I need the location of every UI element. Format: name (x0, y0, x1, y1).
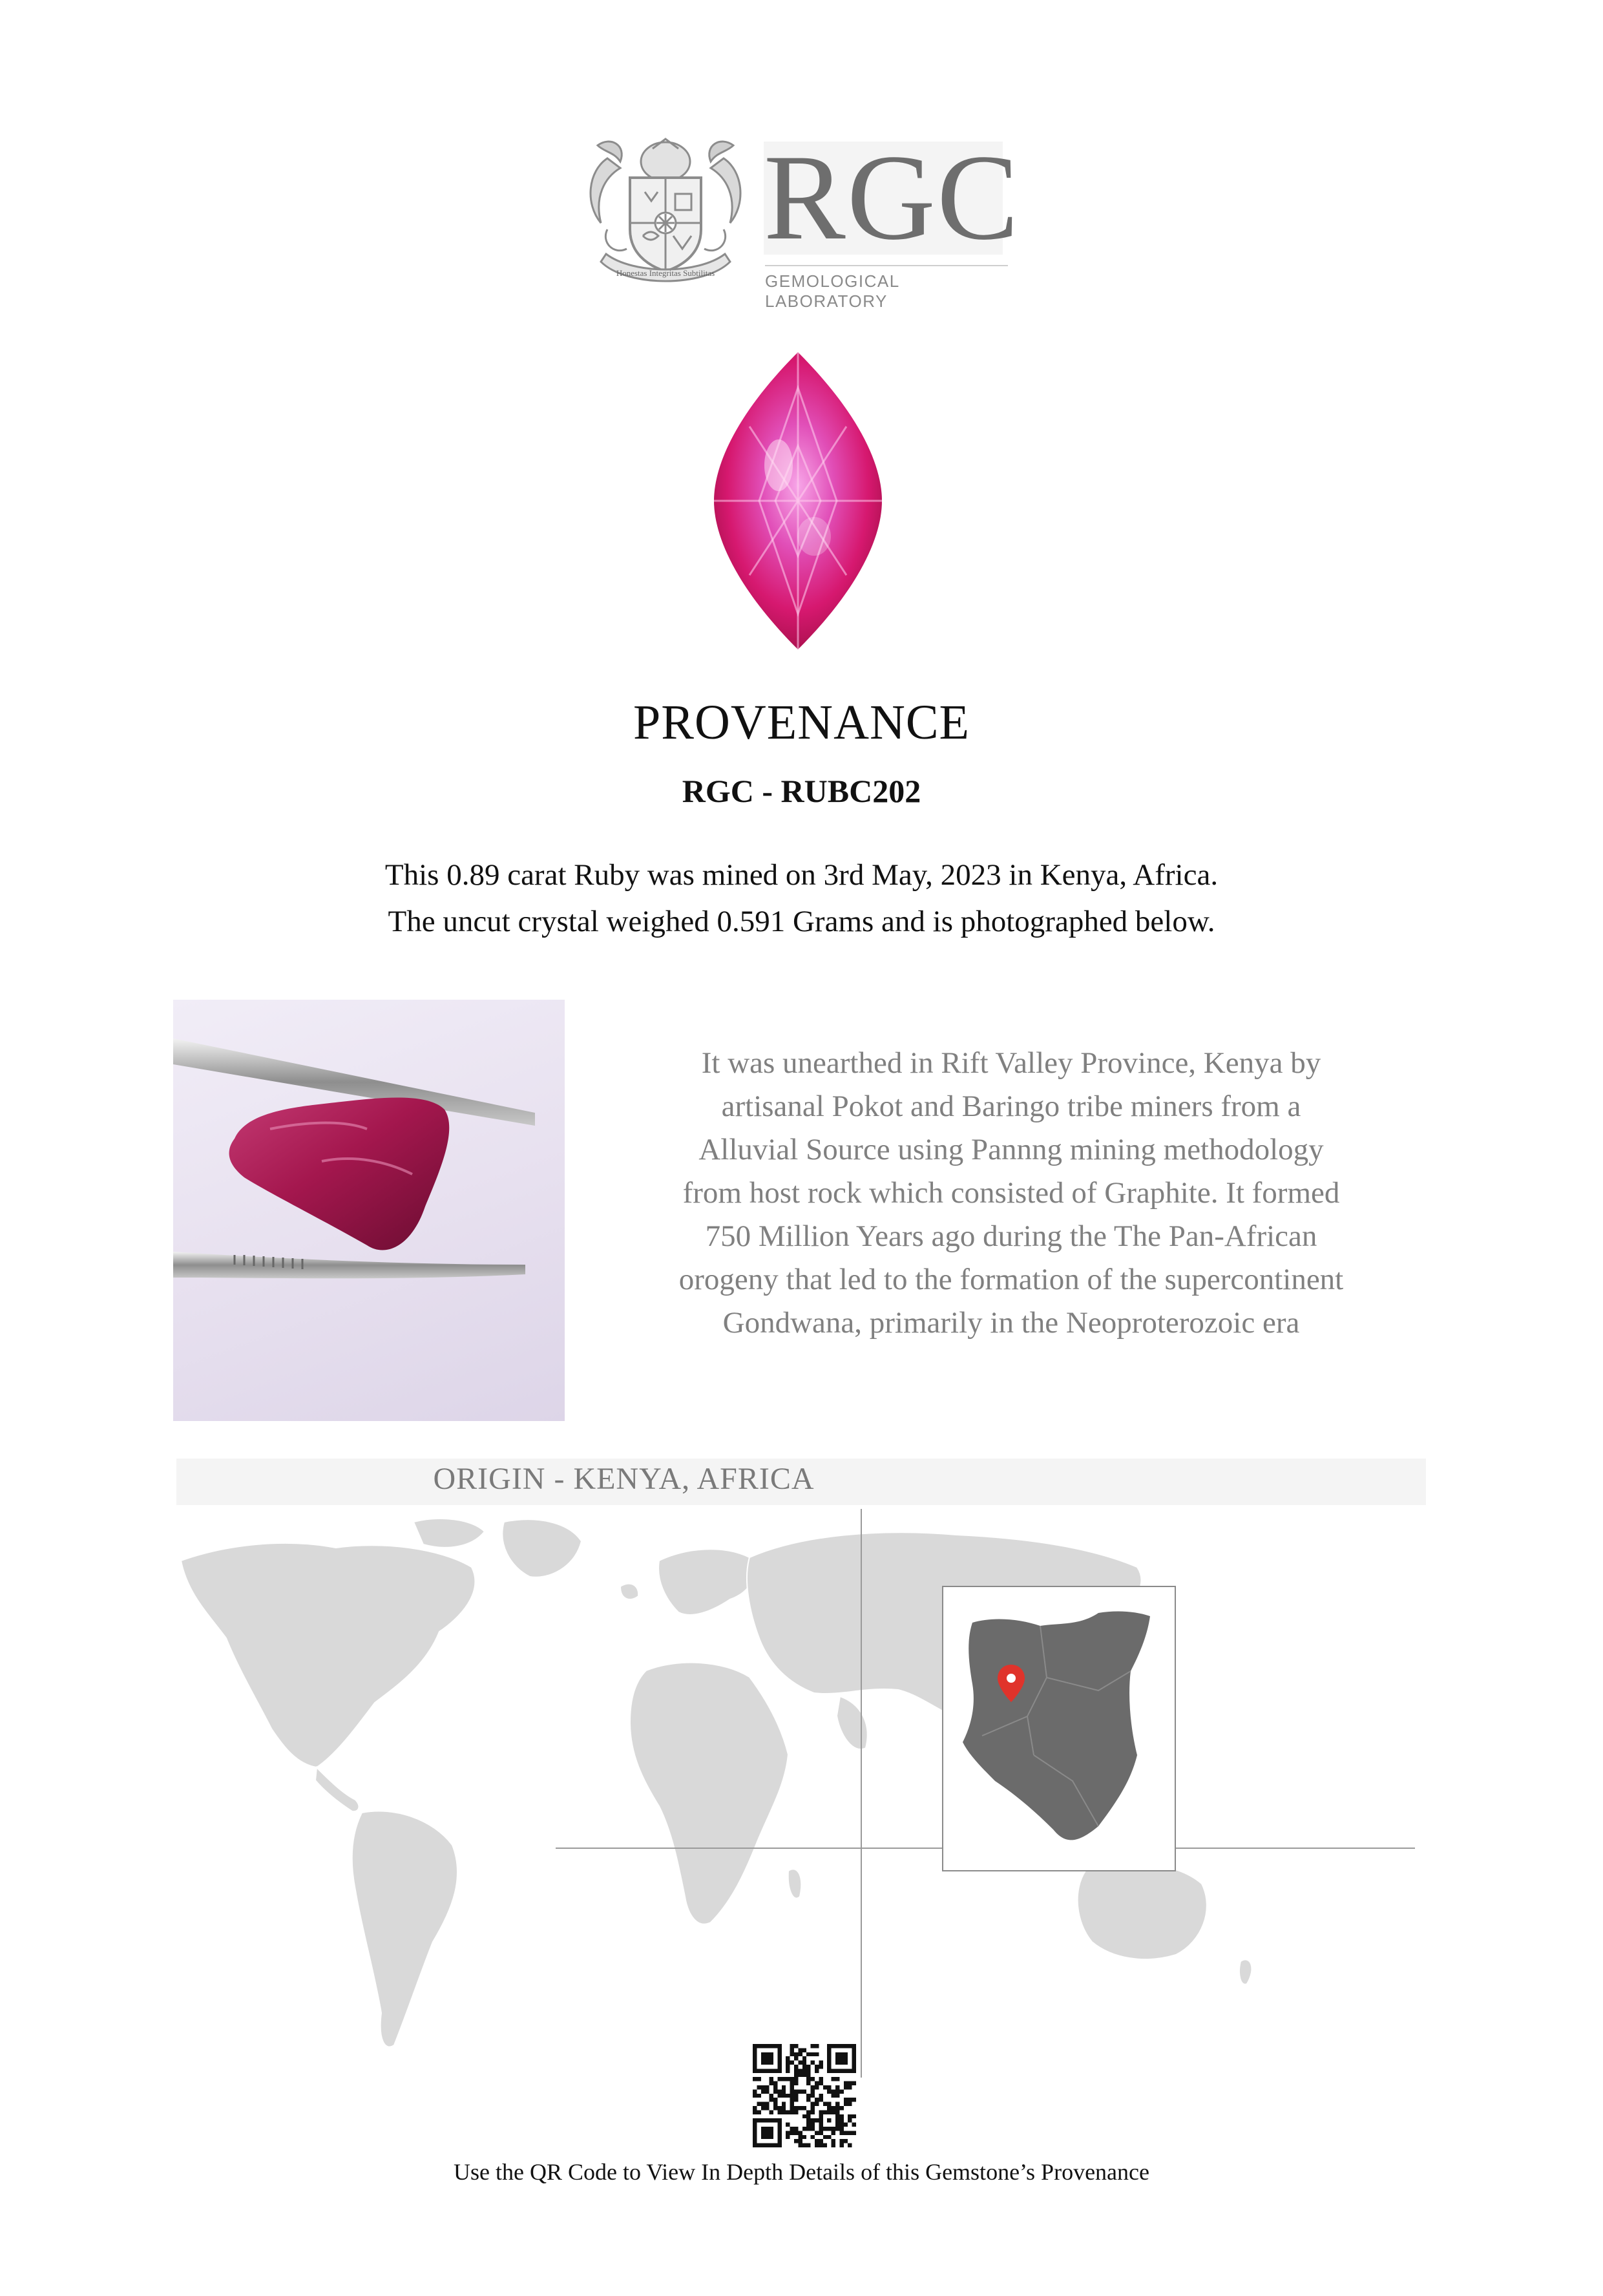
logo-letters: RGC (764, 130, 1020, 266)
reference-code: RGC - RUBC202 (682, 773, 921, 809)
crest-motto: Honestas Integritas Subtilitas (616, 268, 715, 278)
qr-caption: Use the QR Code to View In Depth Details of this Gemstone’s Provenance (454, 2159, 1149, 2185)
description-line: Gondwana, primarily in the Neoproterozoic era (722, 1306, 1300, 1340)
page-title: PROVENANCE (633, 695, 970, 750)
kenya-map-icon (943, 1587, 1175, 1870)
marquise-ruby-icon (711, 349, 885, 653)
rgc-logo (581, 130, 1020, 311)
description-line: orogeny that led to the formation of the supercontinent (678, 1263, 1344, 1296)
world-map-icon (168, 1509, 1434, 2103)
logo-subtitle: GEMOLOGICAL LABORATORY (765, 265, 1008, 311)
heraldic-crest-icon (581, 132, 749, 294)
crystal-photo (173, 1000, 565, 1421)
description-line: from host rock which consisted of Graphite. It formed (682, 1176, 1340, 1210)
provenance-description (636, 1042, 1386, 1345)
kenya-map-inset (942, 1586, 1176, 1871)
intro-line: This 0.89 carat Ruby was mined on 3rd May, 2023 in Kenya, Africa. (384, 858, 1219, 892)
description-line: It was unearthed in Rift Valley Province, Kenya by (701, 1046, 1321, 1080)
qr-code-icon[interactable] (753, 2044, 856, 2147)
intro-text (0, 852, 1603, 945)
intro-line: The uncut crystal weighed 0.591 Grams and is photographed below. (388, 905, 1215, 938)
description-line: 750 Million Years ago during the The Pan-African (705, 1219, 1317, 1253)
origin-label: ORIGIN - KENYA, AFRICA (433, 1462, 815, 1496)
description-line: Alluvial Source using Pannng mining methodology (698, 1133, 1324, 1166)
rough-ruby-in-tweezers-icon (173, 1000, 565, 1421)
description-line: artisanal Pokot and Baringo tribe miners from a (721, 1090, 1301, 1123)
